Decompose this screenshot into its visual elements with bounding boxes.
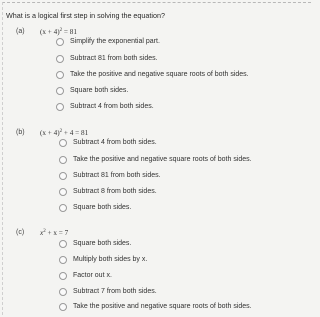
radio-button[interactable]	[59, 240, 67, 248]
option-label: Square both sides.	[73, 204, 132, 211]
option-label: Multiply both sides by x.	[73, 256, 148, 263]
option-label: Subtract 7 from both sides.	[73, 288, 157, 295]
option-label: Subtract 4 from both sides.	[70, 103, 154, 110]
radio-button[interactable]	[59, 204, 67, 212]
radio-button[interactable]	[59, 288, 67, 296]
option-label: Subtract 4 from both sides.	[73, 139, 157, 146]
radio-button[interactable]	[59, 272, 67, 280]
option-label: Factor out x.	[73, 272, 112, 279]
radio-button[interactable]	[56, 103, 64, 111]
option-label: Take the positive and negative square roots of both sides.	[70, 71, 249, 78]
option-label: Subtract 81 from both sides.	[73, 172, 161, 179]
part-c-equation: $x^2 + x = 7$	[40, 229, 69, 237]
option-label: Square both sides.	[70, 87, 129, 94]
part-a-label: (a)	[16, 28, 25, 35]
option-label: Subtract 81 from both sides.	[70, 55, 158, 62]
radio-button[interactable]	[56, 71, 64, 79]
radio-button[interactable]	[59, 188, 67, 196]
part-b-equation: $(x + 4)^2 + 4 = 81$	[40, 129, 89, 137]
radio-button[interactable]	[59, 139, 67, 147]
option-label: Square both sides.	[73, 240, 132, 247]
part-b-label: (b)	[16, 129, 25, 136]
question-prompt: What is a logical first step in solving the equation?	[6, 11, 166, 20]
radio-button[interactable]	[56, 38, 64, 46]
radio-button[interactable]	[59, 256, 67, 264]
radio-button[interactable]	[59, 156, 67, 164]
option-label: Subtract 8 from both sides.	[73, 188, 157, 195]
option-label: Take the positive and negative square roots of both sides.	[73, 156, 252, 163]
radio-button[interactable]	[59, 172, 67, 180]
radio-button[interactable]	[59, 303, 67, 311]
radio-button[interactable]	[56, 55, 64, 63]
part-a-equation: $(x + 4)^2 = 81$	[40, 28, 77, 36]
part-c-label: (c)	[16, 229, 25, 236]
option-label: Take the positive and negative square roots of both sides.	[73, 303, 252, 310]
option-label: Simplify the exponential part.	[70, 38, 160, 45]
radio-button[interactable]	[56, 87, 64, 95]
